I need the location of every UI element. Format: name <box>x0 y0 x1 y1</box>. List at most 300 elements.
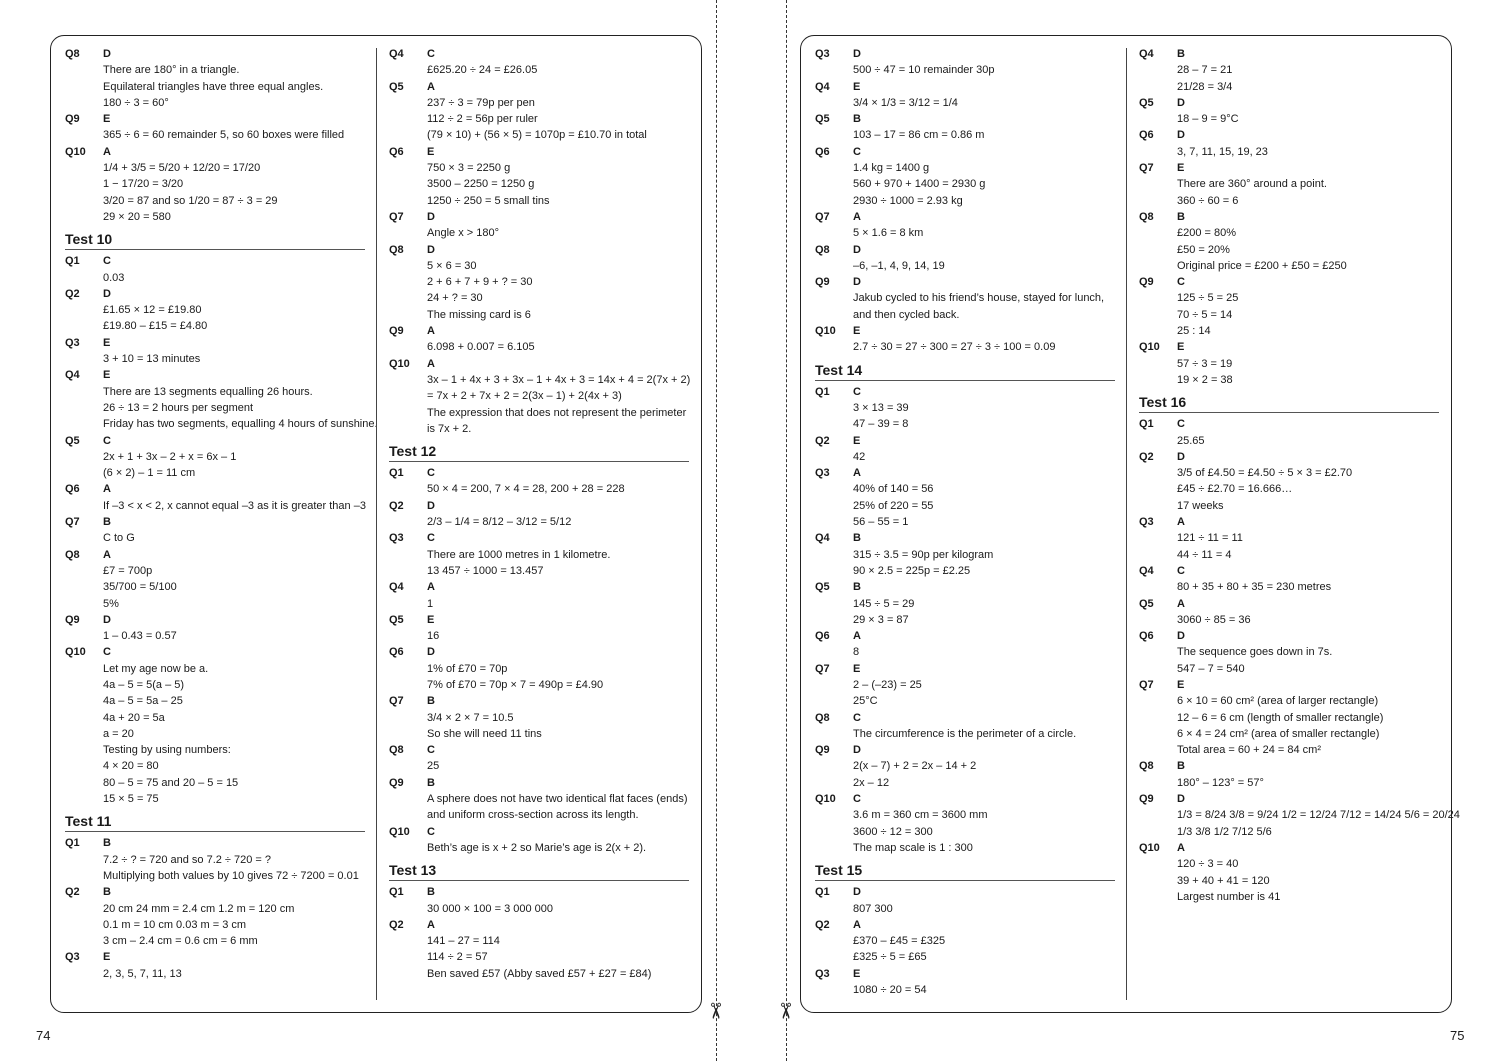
answer-letter: C <box>103 646 111 659</box>
working-line: There are 180° in a triangle. <box>103 64 240 77</box>
working-line: 39 + 40 + 41 = 120 <box>1177 874 1270 887</box>
answer-letter: E <box>1177 162 1185 175</box>
working-line: 1/4 + 3/5 = 5/20 + 12/20 = 17/20 <box>103 162 261 175</box>
question-number: Q7 <box>65 516 80 529</box>
working-line: 2x – 12 <box>853 776 890 789</box>
working-line: 1 <box>427 597 434 610</box>
question-number: Q8 <box>389 744 404 757</box>
working-line: 7.2 ÷ ? = 720 and so 7.2 ÷ 720 = ? <box>103 853 272 866</box>
question-answer <box>815 917 1115 966</box>
answer-letter: A <box>427 325 435 338</box>
answer-letter: E <box>1177 678 1185 691</box>
answer-body <box>427 884 689 917</box>
question-answer <box>1139 596 1439 629</box>
working-line: 28 – 7 = 21 <box>1177 64 1233 77</box>
question-answer <box>389 465 689 498</box>
answer-letter: B <box>427 695 435 708</box>
answer-letter: C <box>103 434 111 447</box>
question-answer <box>389 742 689 775</box>
answer-body <box>427 323 689 356</box>
working-line: 80 – 5 = 75 and 20 – 5 = 15 <box>103 776 239 789</box>
question-number: Q6 <box>1139 129 1154 142</box>
answer-letter: A <box>427 918 435 931</box>
question-number: Q6 <box>389 145 404 158</box>
answer-body <box>427 612 689 645</box>
question-answer <box>1139 628 1439 677</box>
question-number: Q8 <box>1139 210 1154 223</box>
question-number: Q1 <box>389 467 404 480</box>
question-number: Q4 <box>1139 48 1154 60</box>
question-answer <box>65 835 365 884</box>
question-number: Q7 <box>1139 678 1154 691</box>
answer-body <box>427 498 689 531</box>
working-line: 13 457 ÷ 1000 = 13.457 <box>427 564 544 577</box>
working-line: £50 = 20% <box>1177 243 1230 256</box>
answer-body <box>1177 46 1439 95</box>
question-answer <box>389 775 689 824</box>
working-line: (79 × 10) + (56 × 5) = 1070p = £10.70 in total <box>427 129 647 142</box>
working-line: Let my age now be a. <box>103 662 209 675</box>
answer-letter: A <box>853 918 861 931</box>
question-number: Q9 <box>389 776 404 789</box>
question-number: Q4 <box>389 581 404 594</box>
question-number: Q2 <box>389 499 404 512</box>
question-answer <box>1139 514 1439 563</box>
question-number: Q5 <box>1139 96 1154 109</box>
working-line: 1080 ÷ 20 = 54 <box>853 984 927 997</box>
working-line: 365 ÷ 6 = 60 remainder 5, so 60 boxes were filled <box>103 129 345 142</box>
question-answer <box>1139 758 1439 791</box>
question-answer <box>815 46 1115 79</box>
answer-letter: D <box>853 886 861 899</box>
answer-body <box>103 835 365 884</box>
question-answer <box>815 384 1115 433</box>
working-line: 1/3 3/8 1/2 7/12 5/6 <box>1177 825 1272 838</box>
answer-letter: B <box>1177 48 1185 60</box>
question-number: Q2 <box>389 918 404 931</box>
question-number: Q8 <box>65 548 80 561</box>
question-answer <box>389 612 689 645</box>
answer-letter: B <box>103 837 111 850</box>
working-line: 29 × 3 = 87 <box>853 613 909 626</box>
working-line: 1 − 17/20 = 3/20 <box>103 178 184 191</box>
answer-letter: E <box>103 336 111 349</box>
working-line: Equilateral triangles have three equal angles. <box>103 80 324 93</box>
working-line: Angle x > 180° <box>427 227 499 240</box>
question-answer <box>1139 127 1439 160</box>
question-answer <box>65 612 365 645</box>
page-number-left: 74 <box>36 1028 51 1043</box>
working-line: 25.65 <box>1177 434 1205 447</box>
answer-body <box>103 547 365 612</box>
answer-letter: D <box>1177 450 1185 463</box>
question-answer <box>389 46 689 79</box>
answer-letter: B <box>853 113 861 126</box>
working-line: 3x – 1 + 4x + 3 + 3x – 1 + 4x + 3 = 14x + 4 = 2(7x + 2) <box>427 373 691 386</box>
answer-body <box>853 742 1115 791</box>
working-line: The missing card is 6 <box>427 308 531 321</box>
answer-body <box>853 323 1115 356</box>
answer-body <box>1177 840 1439 905</box>
question-answer <box>65 335 365 368</box>
working-line: 0.1 m = 10 cm 0.03 m = 3 cm <box>103 918 247 931</box>
question-number: Q9 <box>65 613 80 626</box>
working-line: £45 ÷ £2.70 = 16.666… <box>1177 483 1293 496</box>
working-line: 35/700 = 5/100 <box>103 581 177 594</box>
working-line: 25 <box>427 760 440 773</box>
question-answer <box>815 79 1115 112</box>
answer-letter: B <box>1177 210 1185 223</box>
working-line: 20 cm 24 mm = 2.4 cm 1.2 m = 120 cm <box>103 902 295 915</box>
answer-body <box>853 579 1115 628</box>
question-answer <box>1139 339 1439 388</box>
working-line: 3 cm – 2.4 cm = 0.6 cm = 6 mm <box>103 935 258 948</box>
working-line: 3/4 × 2 × 7 = 10.5 <box>427 711 514 724</box>
question-answer <box>815 465 1115 530</box>
working-line: There are 360° around a point. <box>1177 178 1327 191</box>
working-line: C to G <box>103 532 135 545</box>
answer-letter: A <box>1177 516 1185 529</box>
working-line: 8 <box>853 646 860 659</box>
working-line: (6 × 2) – 1 = 11 cm <box>103 467 196 480</box>
column-4 <box>1139 46 1460 905</box>
answer-letter: C <box>1177 276 1185 289</box>
answer-body <box>853 111 1115 144</box>
working-line: 29 × 20 = 580 <box>103 210 171 223</box>
question-answer <box>65 46 365 111</box>
question-answer <box>1139 95 1439 128</box>
question-answer <box>815 579 1115 628</box>
question-answer <box>389 79 689 144</box>
working-line: 70 ÷ 5 = 14 <box>1177 308 1233 321</box>
question-number: Q7 <box>815 210 830 223</box>
answer-letter: E <box>1177 341 1185 354</box>
answer-letter: C <box>853 385 861 398</box>
working-line: 1 – 0.43 = 0.57 <box>103 630 177 643</box>
question-answer <box>815 710 1115 743</box>
question-answer <box>1139 791 1460 840</box>
answer-letter: C <box>853 711 861 724</box>
answer-body <box>853 917 1115 966</box>
working-line: 315 ÷ 3.5 = 90p per kilogram <box>853 548 994 561</box>
working-line: Multiplying both values by 10 gives 72 ÷ 7200 = 0.01 <box>103 869 359 882</box>
working-line: 44 ÷ 11 = 4 <box>1177 548 1232 561</box>
question-answer <box>65 514 365 547</box>
working-line: The circumference is the perimeter of a circle. <box>853 727 1077 740</box>
answer-body <box>853 46 1115 79</box>
working-line: 547 – 7 = 540 <box>1177 662 1245 675</box>
question-number: Q3 <box>815 48 830 60</box>
question-number: Q7 <box>815 662 830 675</box>
answer-body <box>427 356 690 437</box>
test-heading: Test 12 <box>389 442 689 462</box>
column-2 <box>389 46 689 982</box>
answer-letter: D <box>103 613 111 626</box>
question-number: Q1 <box>65 837 80 850</box>
question-number: Q3 <box>65 336 80 349</box>
question-number: Q2 <box>65 287 80 300</box>
answer-body <box>427 209 689 242</box>
question-number: Q1 <box>389 886 404 899</box>
answer-body <box>427 530 689 579</box>
answer-body <box>1177 758 1439 791</box>
working-line: The sequence goes down in 7s. <box>1177 646 1333 659</box>
question-answer <box>389 693 689 742</box>
question-answer <box>815 274 1115 323</box>
working-line: 3, 7, 11, 15, 19, 23 <box>1177 145 1268 158</box>
answer-letter: D <box>853 48 861 60</box>
working-line: 90 × 2.5 = 225p = £2.25 <box>853 564 971 577</box>
answer-letter: A <box>103 548 111 561</box>
question-number: Q9 <box>389 325 404 338</box>
column-1 <box>65 46 378 982</box>
answer-body <box>1177 791 1460 840</box>
working-line: 2.7 ÷ 30 = 27 ÷ 300 = 27 ÷ 3 ÷ 100 = 0.09 <box>853 341 1056 354</box>
answer-body <box>853 884 1115 917</box>
answer-body <box>1177 449 1439 514</box>
working-line: Largest number is 41 <box>1177 890 1281 903</box>
question-number: Q8 <box>815 711 830 724</box>
question-number: Q8 <box>815 243 830 256</box>
working-line: 114 ÷ 2 = 57 <box>427 951 488 964</box>
question-number: Q10 <box>1139 841 1160 854</box>
working-line: 2, 3, 5, 7, 11, 13 <box>103 967 182 980</box>
question-answer <box>815 209 1115 242</box>
working-line: 237 ÷ 3 = 79p per pen <box>427 96 535 109</box>
question-answer <box>65 111 365 144</box>
answer-body <box>103 144 365 225</box>
answer-letter: A <box>853 467 861 480</box>
answer-body <box>1177 596 1439 629</box>
question-number: Q9 <box>1139 793 1154 806</box>
question-number: Q10 <box>65 145 86 158</box>
question-number: Q6 <box>65 483 80 496</box>
working-line: 1/3 = 8/24 3/8 = 9/24 1/2 = 12/24 7/12 = 14/24 5/6 = 20/24 <box>1177 809 1460 822</box>
question-number: Q9 <box>65 113 80 126</box>
working-line: Original price = £200 + £50 = £250 <box>1177 259 1347 272</box>
question-number: Q1 <box>815 886 830 899</box>
working-line: 19 × 2 = 38 <box>1177 373 1233 386</box>
question-answer <box>815 884 1115 917</box>
working-line: Testing by using numbers: <box>103 744 231 757</box>
question-number: Q6 <box>1139 630 1154 643</box>
question-number: Q4 <box>815 80 830 93</box>
question-number: Q1 <box>815 385 830 398</box>
question-answer <box>65 884 365 949</box>
question-answer <box>1139 563 1439 596</box>
answer-letter: E <box>853 662 861 675</box>
working-line: 145 ÷ 5 = 29 <box>853 597 915 610</box>
question-number: Q2 <box>1139 450 1154 463</box>
working-line: and then cycled back. <box>853 308 960 321</box>
working-line: 4a + 20 = 5a <box>103 711 165 724</box>
answer-body <box>103 46 365 111</box>
answer-body <box>103 335 365 368</box>
question-number: Q3 <box>389 532 404 545</box>
answer-letter: D <box>427 646 435 659</box>
question-answer <box>815 791 1115 856</box>
question-number: Q6 <box>815 145 830 158</box>
working-line: £1.65 × 12 = £19.80 <box>103 304 202 317</box>
question-number: Q2 <box>815 434 830 447</box>
test-heading: Test 16 <box>1139 393 1439 413</box>
answer-body <box>1177 160 1439 209</box>
question-number: Q10 <box>1139 341 1160 354</box>
answer-letter: B <box>853 581 861 594</box>
answer-letter: E <box>853 80 861 93</box>
answer-letter: E <box>103 951 111 964</box>
answer-letter: A <box>1177 597 1185 610</box>
question-number: Q10 <box>389 357 410 370</box>
answer-letter: D <box>853 276 861 289</box>
question-number: Q3 <box>65 951 80 964</box>
answer-body <box>427 775 689 824</box>
working-line: 57 ÷ 3 = 19 <box>1177 357 1233 370</box>
question-answer <box>815 742 1115 791</box>
question-number: Q9 <box>815 276 830 289</box>
question-answer <box>389 917 689 982</box>
question-number: Q3 <box>1139 516 1154 529</box>
working-line: 500 ÷ 47 = 10 remainder 30p <box>853 64 995 77</box>
answer-body <box>1177 209 1439 274</box>
question-number: Q8 <box>1139 760 1154 773</box>
test-heading: Test 13 <box>389 861 689 881</box>
answer-body <box>103 286 365 335</box>
working-line: Beth’s age is x + 2 so Marie’s age is 2(x + 2). <box>427 841 647 854</box>
answer-letter: D <box>103 48 111 60</box>
answer-body <box>103 367 378 432</box>
working-line: £7 = 700p <box>103 564 153 577</box>
column-divider <box>376 48 377 1000</box>
answer-letter: C <box>853 145 861 158</box>
answer-letter: E <box>427 145 435 158</box>
answer-body <box>1177 563 1439 596</box>
working-line: 7% of £70 = 70p × 7 = 490p = £4.90 <box>427 678 604 691</box>
question-answer <box>1139 449 1439 514</box>
column-divider <box>1126 48 1127 1000</box>
working-line: 24 + ? = 30 <box>427 292 483 305</box>
answer-body <box>1177 95 1439 128</box>
column-3 <box>815 46 1115 998</box>
answer-letter: D <box>427 210 435 223</box>
working-line: 4a – 5 = 5a – 25 <box>103 695 183 708</box>
answer-letter: B <box>427 776 435 789</box>
answer-body <box>427 242 689 323</box>
working-line: 30 000 × 100 = 3 000 000 <box>427 902 554 915</box>
answer-body <box>853 966 1115 999</box>
answer-letter: A <box>103 145 111 158</box>
answer-body <box>427 917 689 982</box>
answer-body <box>853 79 1115 112</box>
working-line: The map scale is 1 : 300 <box>853 841 973 854</box>
answer-body <box>427 79 689 144</box>
working-line: Total area = 60 + 24 = 84 cm² <box>1177 744 1322 757</box>
question-number: Q7 <box>1139 162 1154 175</box>
working-line: 3/20 = 87 and so 1/20 = 87 ÷ 3 = 29 <box>103 194 278 207</box>
answer-letter: E <box>853 967 861 980</box>
answer-body <box>853 710 1115 743</box>
working-line: and uniform cross-section across its length. <box>427 809 639 822</box>
question-answer <box>389 579 689 612</box>
answer-letter: C <box>427 467 435 480</box>
question-number: Q9 <box>815 744 830 757</box>
question-answer <box>389 498 689 531</box>
question-number: Q4 <box>389 48 404 60</box>
question-number: Q8 <box>389 243 404 256</box>
answer-letter: D <box>1177 96 1185 109</box>
question-number: Q9 <box>1139 276 1154 289</box>
answer-body <box>427 465 689 498</box>
question-number: Q7 <box>389 695 404 708</box>
working-line: If –3 < x < 2, x cannot equal –3 as it is greater than –3 <box>103 499 366 512</box>
working-line: 3/5 of £4.50 = £4.50 ÷ 5 × 3 = £2.70 <box>1177 467 1353 480</box>
working-line: 180° – 123° = 57° <box>1177 776 1264 789</box>
working-line: 4a – 5 = 5(a – 5) <box>103 678 185 691</box>
working-line: 6 × 4 = 24 cm² (area of smaller rectangle) <box>1177 727 1380 740</box>
question-answer <box>1139 209 1439 274</box>
fold-line-left <box>716 0 717 1061</box>
question-answer <box>1139 160 1439 209</box>
question-answer <box>815 144 1115 209</box>
working-line: 3/4 × 1/3 = 3/12 = 1/4 <box>853 96 958 109</box>
answer-letter: C <box>427 48 435 60</box>
answer-body <box>1177 628 1439 677</box>
answer-body <box>1177 514 1439 563</box>
answer-letter: B <box>103 516 111 529</box>
answer-body <box>103 253 365 286</box>
question-answer <box>65 286 365 335</box>
working-line: 120 ÷ 3 = 40 <box>1177 858 1239 871</box>
working-line: 40% of 140 = 56 <box>853 483 934 496</box>
question-answer <box>815 661 1115 710</box>
question-answer <box>65 253 365 286</box>
working-line: 2x + 1 + 3x – 2 + x = 6x – 1 <box>103 450 237 463</box>
question-answer <box>65 644 365 807</box>
working-line: 2930 ÷ 1000 = 2.93 kg <box>853 194 963 207</box>
answer-letter: A <box>427 80 435 93</box>
question-number: Q4 <box>1139 564 1154 577</box>
answer-letter: D <box>1177 129 1185 142</box>
working-line: There are 13 segments equalling 26 hours. <box>103 385 313 398</box>
answer-body <box>103 644 365 807</box>
question-number: Q10 <box>815 325 836 338</box>
working-line: 3060 ÷ 85 = 36 <box>1177 613 1251 626</box>
answer-letter: D <box>853 243 861 256</box>
question-number: Q5 <box>389 613 404 626</box>
question-answer <box>815 433 1115 466</box>
question-answer <box>389 323 689 356</box>
working-line: 2 + 6 + 7 + 9 + ? = 30 <box>427 276 533 289</box>
question-answer <box>65 481 365 514</box>
working-line: 112 ÷ 2 = 56p per ruler <box>427 113 538 126</box>
question-number: Q4 <box>65 369 80 382</box>
working-line: 0.03 <box>103 271 125 284</box>
working-line: 807 300 <box>853 902 893 915</box>
working-line: 2 – (–23) = 25 <box>853 678 922 691</box>
answer-letter: E <box>427 613 435 626</box>
answer-body <box>853 791 1115 856</box>
working-line: –6, –1, 4, 9, 14, 19 <box>853 259 945 272</box>
working-line: 1250 ÷ 250 = 5 small tins <box>427 194 550 207</box>
question-number: Q3 <box>815 967 830 980</box>
working-line: 1.4 kg = 1400 g <box>853 162 930 175</box>
working-line: 1% of £70 = 70p <box>427 662 508 675</box>
question-answer <box>815 323 1115 356</box>
working-line: 125 ÷ 5 = 25 <box>1177 292 1239 305</box>
question-number: Q3 <box>815 467 830 480</box>
scissors-icon: ✂ <box>773 1001 799 1021</box>
question-number: Q6 <box>815 630 830 643</box>
